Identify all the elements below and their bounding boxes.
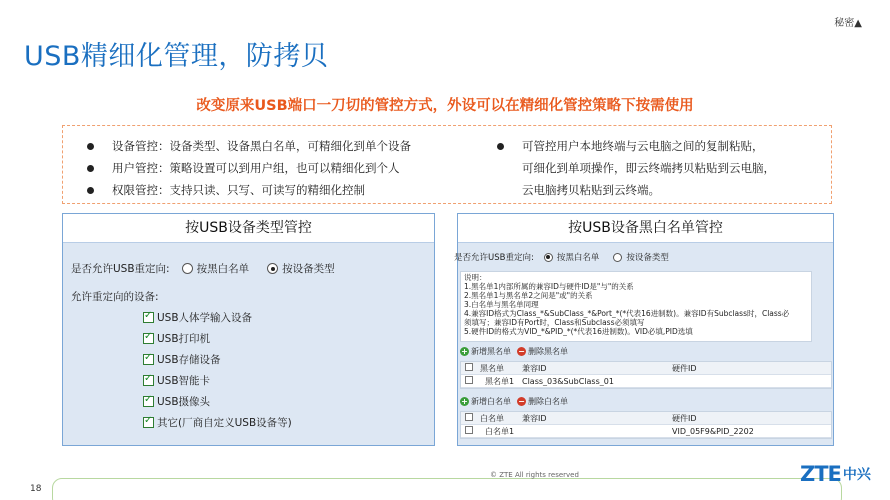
bullet-item (497, 135, 775, 157)
page-number: 18 (30, 484, 42, 494)
radio-device-type[interactable] (613, 253, 622, 262)
device-type-panel (62, 213, 435, 446)
radio-blackwhite-label: 按黑白名单 (556, 253, 600, 263)
device-checkbox[interactable] (143, 375, 154, 386)
panel-title: 按USB设备黑白名单管控 (458, 214, 833, 243)
description-line: 说明： (464, 273, 487, 282)
add-blacklist-button[interactable] (460, 346, 511, 357)
table-header-row (461, 412, 831, 425)
table-header-row (461, 362, 831, 375)
radio-device-type-label: 按设备类型 (282, 263, 335, 275)
copyright-text: © ZTE All rights reserved (490, 471, 579, 479)
logo-text-cn: 中兴 (842, 467, 871, 483)
device-checkbox[interactable] (143, 333, 154, 344)
bullet-list-right (497, 135, 775, 201)
whitelist-table (460, 411, 832, 439)
blackwhite-list-panel (454, 213, 834, 446)
delete-blacklist-button[interactable] (517, 346, 568, 357)
description-line: 5.硬件ID的格式为VID_*&PID_*(*代表16进制数)。VID必填,PID选填 (464, 327, 693, 336)
list-name-cell: 白名单1 (485, 426, 515, 436)
device-checkbox[interactable] (143, 312, 154, 323)
bullet-dot-icon (497, 143, 504, 150)
zte-logo (800, 462, 871, 486)
description-line: 3.白名单与黑名单同理 (464, 300, 539, 309)
redirect-label: 是否允许USB重定向: (454, 253, 534, 263)
description-line: 4.兼容ID格式为Class_*&SubClass_*&Port_*(*代表16进制数)。兼容ID有Subclass时，Class必 (464, 309, 790, 318)
bullet-item (87, 135, 411, 157)
redirect-row (454, 251, 669, 263)
confidential-label: 秘密▲ (834, 18, 862, 29)
radio-blackwhite-list[interactable] (182, 263, 193, 274)
device-label: USB智能卡 (157, 375, 211, 387)
footer-decoration (52, 478, 842, 500)
select-all-cell (461, 363, 477, 373)
feature-bullet-box (62, 125, 832, 204)
radio-blackwhite-label: 按黑白名单 (196, 263, 250, 275)
blackwhite-list-form (454, 243, 833, 445)
add-blacklist-label: 新增黑名单 (471, 347, 511, 356)
bullet-continuation: 可细化到单项操作，即云终端拷贝粘贴到云电脑， (522, 161, 775, 175)
radio-blackwhite-list[interactable] (544, 253, 553, 262)
table-row[interactable] (461, 375, 831, 388)
device-label: USB摄像头 (157, 396, 211, 408)
device-option[interactable] (143, 328, 292, 349)
radio-device-type[interactable] (267, 263, 278, 274)
bullet-text: 权限管控：支持只读、只写、可读写的精细化控制 (112, 183, 365, 197)
delete-blacklist-label: 删除黑名单 (528, 347, 568, 356)
device-option[interactable] (143, 307, 292, 328)
device-option[interactable] (143, 391, 292, 412)
device-option[interactable] (143, 370, 292, 391)
row-select-cell (461, 376, 477, 386)
column-header: 兼容ID (522, 413, 547, 423)
select-all-checkbox[interactable] (465, 363, 473, 371)
logo-text-en: ZTE (800, 462, 841, 486)
minus-icon: − (518, 347, 525, 356)
device-label: 其它(厂商自定义USB设备等) (157, 417, 292, 429)
whitelist-toolbar (460, 394, 574, 409)
table-row[interactable] (461, 425, 831, 438)
redirect-row (71, 261, 335, 276)
bullet-list-left (87, 135, 411, 201)
bullet-dot-icon (87, 165, 94, 172)
allowed-devices-label: 允许重定向的设备: (71, 291, 159, 303)
select-all-cell (461, 413, 477, 423)
bullet-dot-icon (87, 143, 94, 150)
bullet-text: 用户管控：策略设置可以到用户组，也可以精细化到个人 (112, 161, 400, 175)
plus-icon: + (461, 397, 468, 406)
device-checkbox[interactable] (143, 417, 154, 428)
device-checkbox-list (143, 307, 292, 433)
description-line: 1.黑名单1内部所属的兼容ID与硬件ID是"与"的关系 (464, 282, 634, 291)
list-name-cell: 黑名单1 (485, 376, 515, 386)
panel-title: 按USB设备类型管控 (63, 214, 434, 243)
description-line: 2.黑名单1与黑名单2之间是"或"的关系 (464, 291, 593, 300)
device-type-form (63, 243, 434, 445)
device-label: USB人体学输入设备 (157, 312, 253, 324)
device-option[interactable] (143, 412, 292, 433)
radio-device-type-label: 按设备类型 (626, 253, 669, 263)
select-all-checkbox[interactable] (465, 413, 473, 421)
blacklist-table (460, 361, 832, 389)
delete-whitelist-button[interactable] (517, 396, 568, 407)
bullet-continuation: 云电脑拷贝粘贴到云终端。 (522, 183, 660, 197)
description-textarea[interactable] (460, 271, 812, 342)
bullet-text: 设备管控：设备类型、设备黑白名单，可精细化到单个设备 (112, 139, 411, 153)
hardware-id-cell[interactable]: VID_05F9&PID_2202 (672, 426, 754, 436)
redirect-label: 是否允许USB重定向: (71, 263, 170, 275)
add-whitelist-button[interactable] (460, 396, 511, 407)
column-header: 黑名单 (480, 363, 504, 373)
bullet-text: 可管控用户本地终端与云电脑之间的复制粘贴， (522, 139, 764, 153)
compat-id-cell[interactable]: Class_03&SubClass_01 (522, 376, 614, 386)
device-option[interactable] (143, 349, 292, 370)
device-checkbox[interactable] (143, 354, 154, 365)
row-select-cell (461, 426, 477, 436)
column-header: 硬件ID (672, 363, 697, 373)
row-checkbox[interactable] (465, 376, 473, 384)
bullet-item (87, 157, 411, 179)
slide-title: USB精细化管理，防拷贝 (24, 41, 329, 72)
column-header: 硬件ID (672, 413, 697, 423)
plus-icon: + (461, 347, 468, 356)
bullet-item (87, 179, 411, 201)
delete-whitelist-label: 删除白名单 (528, 397, 568, 406)
description-line: 须填写；兼容ID有Port时，Class和Subclass必须填写 (464, 318, 645, 327)
device-label: USB存储设备 (157, 354, 221, 366)
row-checkbox[interactable] (465, 426, 473, 434)
blacklist-toolbar (460, 344, 574, 359)
slide-subtitle: 改变原来USB端口一刀切的管控方式，外设可以在精细化管控策略下按需使用 (196, 98, 694, 114)
column-header: 白名单 (480, 413, 504, 423)
add-whitelist-label: 新增白名单 (471, 397, 511, 406)
device-checkbox[interactable] (143, 396, 154, 407)
minus-icon: − (518, 397, 525, 406)
column-header: 兼容ID (522, 363, 547, 373)
device-label: USB打印机 (157, 333, 211, 345)
bullet-dot-icon (87, 187, 94, 194)
